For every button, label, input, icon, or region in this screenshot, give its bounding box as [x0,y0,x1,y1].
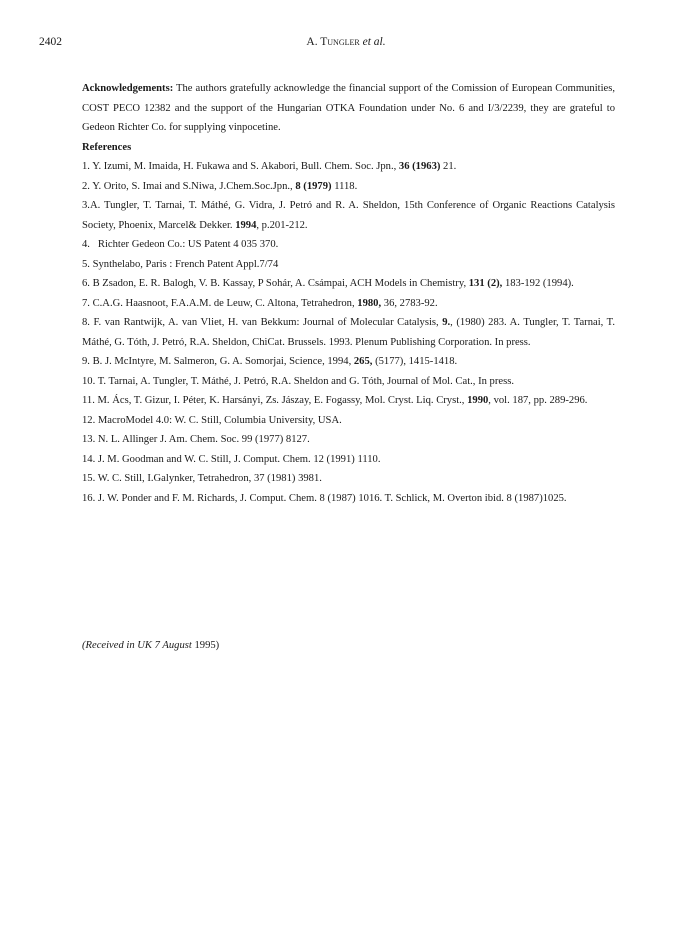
reference-post: , (1980) 283. A. Tungler, T. Tarnai, T. Máthé, G. Tóth, J. Petró, R.A. Sheldon, ChiCat. Brussels. 1993. Plenum Publishing Corporation. In press. [82,317,615,348]
running-head-etal: et al. [362,36,386,48]
references-list [82,157,615,508]
reference-bold: 131 (2), [468,278,503,289]
reference-pre: 12. MacroModel 4.0: W. C. Still, Columbia University, USA. [82,414,342,426]
reference-item [82,235,615,255]
reference-item [82,489,615,509]
reference-post: , p.201-212. [256,219,308,231]
reference-item [82,469,615,489]
reference-post: (5177), 1415-1418. [372,356,458,367]
received-suffix: 1995) [191,640,220,651]
reference-pre: 1. Y. Izumi, M. Imaida, H. Fukawa and S. Akabori, Bull. Chem. Soc. Jpn., [82,161,399,172]
reference-pre: 14. J. M. Goodman and W. C. Still, J. Comput. Chem. 12 (1991) 1110. [82,453,381,465]
acknowledgements-heading: Acknowledgements: [82,83,174,94]
reference-bold: 36 (1963) [398,161,441,172]
references-heading: References [82,141,132,153]
reference-pre: 8. F. van Rantwijk, A. van Vliet, H. van Bekkum: Journal of Molecular Catalysis, [82,317,443,328]
reference-item [82,274,615,294]
reference-pre: 6. B Zsadon, E. R. Balogh, V. B. Kassay, P Sohár, A. Csámpai, ACH Models in Chemistry, [82,278,469,289]
reference-pre: 3.A. Tungler, T. Tarnai, T. Máthé, G. Vidra, J. Petró and R. A. Sheldon, 15th Conference of Organic Reactions Catalysis Society, Phoenix, Marcel& Dekker. [82,200,615,231]
reference-pre: 16. J. W. Ponder and F. M. Richards, J. Comput. Chem. 8 (1987) 1016. T. Schlick, M. Overton ibid. 8 (1987)1025. [82,492,567,504]
reference-pre: 5. Synthelabo, Paris : French Patent Appl.7/74 [82,258,279,270]
page-number: 2402 [39,36,62,48]
acknowledgements-text: The authors gratefully acknowledge the financial support of the Comission of European Communities, COST PECO 12382 and the support of the Hungarian OTKA Foundation under No. 6 and I/3/2239, they are grateful to Gedeon Richter Co. for supplying vinpocetine. [82,83,615,133]
reference-bold: 1980, [357,297,382,309]
reference-post: 183-192 (1994). [502,278,574,289]
page-header [39,36,653,52]
reference-pre: 4. Richter Gedeon Co.: US Patent 4 035 370. [82,239,279,250]
reference-pre: 10. T. Tarnai, A. Tungler, T. Máthé, J. Petró, R.A. Sheldon and G. Tóth, Journal of Mol. Cat., In press. [82,375,514,387]
reference-post: 1118. [331,180,358,192]
reference-bold: 8 (1979) [295,180,332,192]
reference-pre: 11. M. Ács, T. Gizur, I. Péter, K. Harsányi, Zs. Jászay, E. Fogassy, Mol. Cryst. Liq. Cryst., [82,395,468,406]
received-note [82,638,219,654]
running-head-author: A. Tungler [306,36,360,48]
reference-item [82,177,615,197]
reference-bold: 9. [442,317,451,328]
reference-item [82,391,615,411]
reference-item [82,157,615,177]
reference-bold: 1990 [467,395,489,406]
reference-pre: 2. Y. Orito, S. Imai and S.Niwa, J.Chem.Soc.Jpn., [82,180,296,192]
acknowledgements-paragraph [82,79,615,138]
reference-pre: 7. C.A.G. Haasnoot, F.A.A.M. de Leuw, C. Altona, Tetrahedron, [82,297,358,309]
reference-bold: 1994 [235,219,257,231]
reference-item [82,255,615,275]
reference-item [82,450,615,470]
reference-bold: 265, [353,356,373,367]
reference-item [82,352,615,372]
reference-item [82,430,615,450]
reference-post: , vol. 187, pp. 289-296. [488,395,588,406]
reference-item [82,372,615,392]
page-content [82,79,615,508]
reference-post: 36, 2783-92. [381,297,438,309]
reference-pre: 15. W. C. Still, I.Galynker, Tetrahedron, 37 (1981) 3981. [82,473,322,484]
running-head [39,36,653,48]
reference-item [82,294,615,314]
reference-item [82,313,615,352]
reference-item [82,411,615,431]
reference-pre: 13. N. L. Allinger J. Am. Chem. Soc. 99 (1977) 8127. [82,434,310,445]
reference-pre: 9. B. J. McIntyre, M. Salmeron, G. A. Somorjai, Science, 1994, [82,356,354,367]
reference-item [82,196,615,235]
received-prefix: (Received in UK 7 August [82,640,192,651]
reference-post: 21. [440,161,457,172]
